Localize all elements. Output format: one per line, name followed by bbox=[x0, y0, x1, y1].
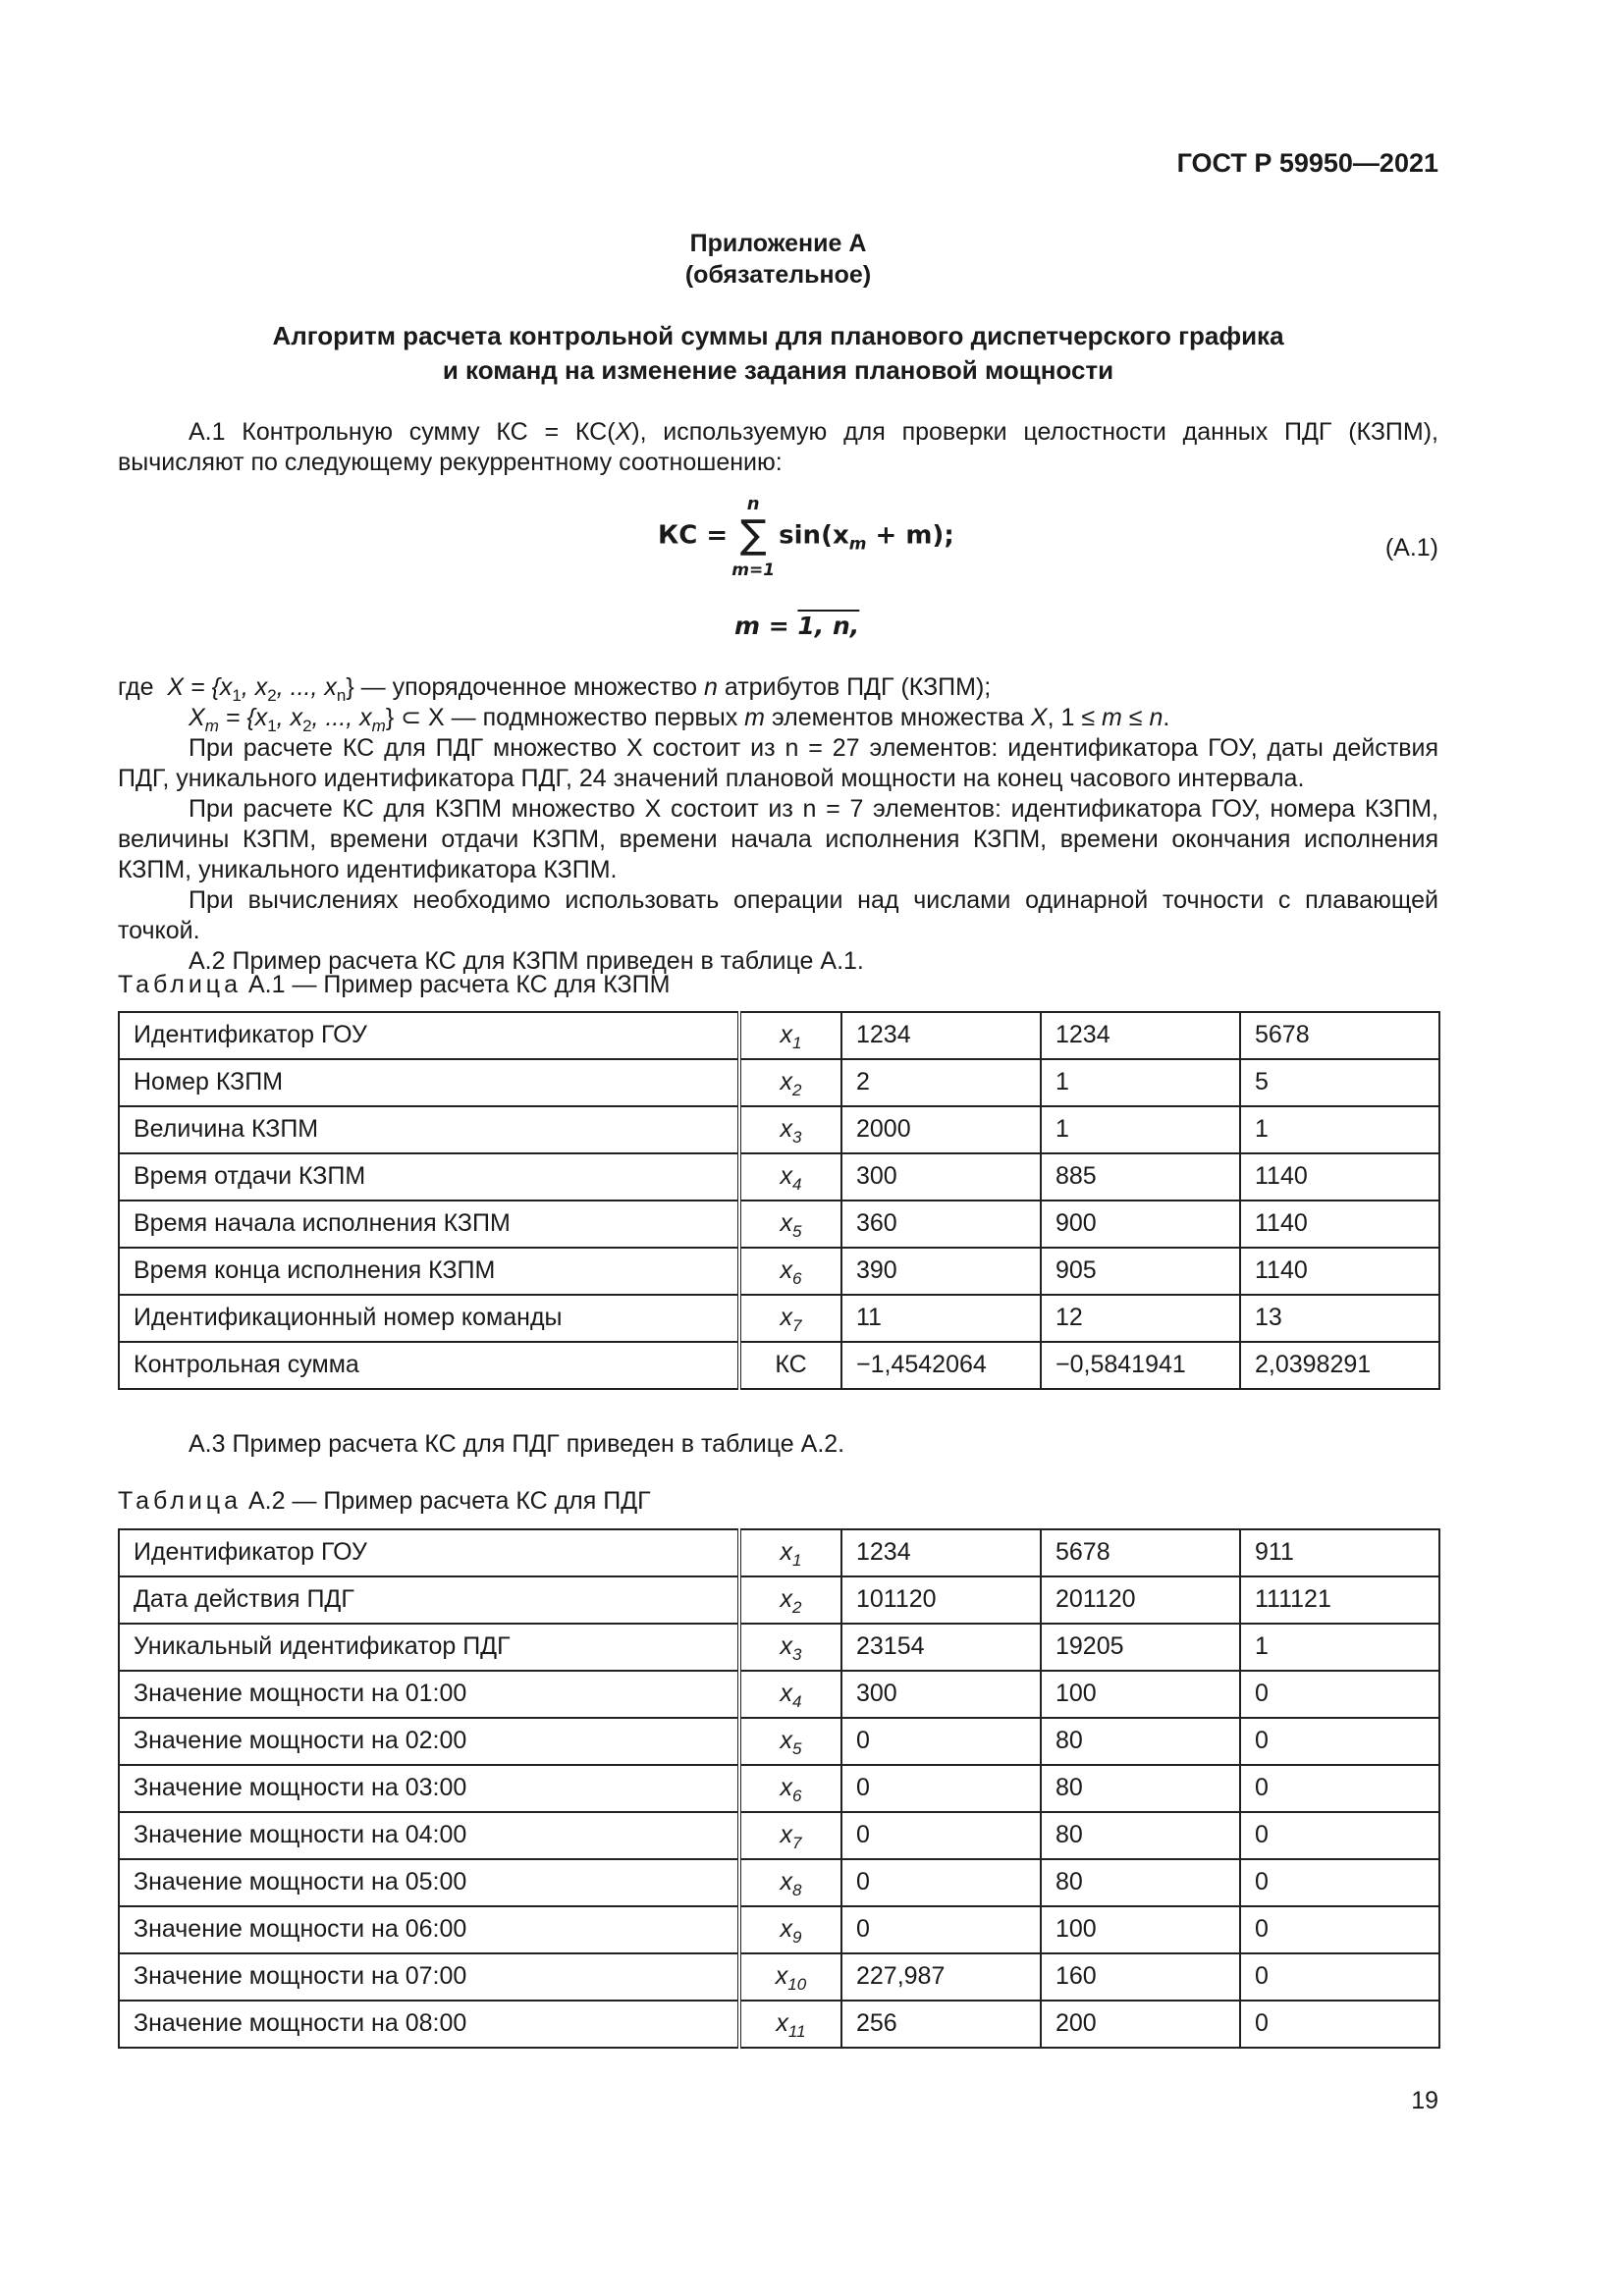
formula-number: (А.1) bbox=[1384, 534, 1438, 561]
value-cell: 1234 bbox=[841, 1529, 1041, 1576]
document-code: ГОСТ Р 59950—2021 bbox=[1176, 148, 1438, 178]
value-cell: 1 bbox=[1240, 1624, 1439, 1671]
row-variable: $x_5$ bbox=[739, 1201, 841, 1248]
value-cell: 201120 bbox=[1041, 1576, 1240, 1624]
value-cell: 1140 bbox=[1240, 1201, 1439, 1248]
value-cell: 5678 bbox=[1041, 1529, 1240, 1576]
table-row bbox=[119, 1859, 1439, 1906]
value-cell: 1234 bbox=[1041, 1012, 1240, 1059]
row-variable: $x_6$ bbox=[739, 1765, 841, 1812]
row-label: Идентификатор ГОУ bbox=[119, 1529, 739, 1576]
paragraph-pdg-set: При расчете КС для ПДГ множество X состоит из n = 27 элементов: идентификатора ГОУ, даты действия ПДГ, уникального идентификатора ПДГ, 24 значений плановой мощности на конец часового интервала. bbox=[118, 734, 1438, 792]
row-variable: $x_7$ bbox=[739, 1812, 841, 1859]
row-variable: $x_8$ bbox=[739, 1859, 841, 1906]
value-cell: 160 bbox=[1041, 1953, 1240, 2001]
value-cell: 0 bbox=[1240, 2001, 1439, 2048]
table-pdg-example bbox=[118, 1528, 1440, 2049]
row-variable: $x_6$ bbox=[739, 1248, 841, 1295]
row-variable: $x_{11}$ bbox=[739, 2001, 841, 2048]
row-variable: $x_1$ bbox=[739, 1012, 841, 1059]
value-cell: 12 bbox=[1041, 1295, 1240, 1342]
value-cell: 0 bbox=[1240, 1953, 1439, 2001]
value-cell: 0 bbox=[1240, 1906, 1439, 1953]
value-cell: 900 bbox=[1041, 1201, 1240, 1248]
paragraph-a3-wrap bbox=[118, 1429, 1438, 1460]
value-cell: 80 bbox=[1041, 1859, 1240, 1906]
row-variable: $x_2$ bbox=[739, 1576, 841, 1624]
table-row bbox=[119, 1718, 1439, 1765]
value-cell: 80 bbox=[1041, 1765, 1240, 1812]
formula-a1 bbox=[118, 496, 1438, 584]
value-cell: 2 bbox=[841, 1059, 1041, 1106]
value-cell: 905 bbox=[1041, 1248, 1240, 1295]
where-line-2: $X_m = \{x_1$, $x_2$, ..., $x_m$} ⊂ X — подмножество первых m элементов множества X, 1 ≤ m ≤ n. bbox=[189, 704, 1170, 735]
value-cell: 11 bbox=[841, 1295, 1041, 1342]
value-cell: 1 bbox=[1041, 1106, 1240, 1153]
value-cell: 5 bbox=[1240, 1059, 1439, 1106]
table-row bbox=[119, 1576, 1439, 1624]
row-variable: $x_5$ bbox=[739, 1718, 841, 1765]
table-row bbox=[119, 1106, 1439, 1153]
value-cell: 0 bbox=[841, 1812, 1041, 1859]
where-block bbox=[118, 672, 1438, 977]
table-1-caption: Таблица А.1 — Пример расчета КС для КЗПМ bbox=[118, 971, 671, 998]
appendix-heading bbox=[118, 228, 1438, 291]
value-cell: 23154 bbox=[841, 1624, 1041, 1671]
main-title-line-1: Алгоритм расчета контрольной суммы для планового диспетчерского графика bbox=[272, 321, 1284, 350]
value-cell: 256 bbox=[841, 2001, 1041, 2048]
row-label: Время конца исполнения КЗПМ bbox=[119, 1248, 739, 1295]
row-label: Контрольная сумма bbox=[119, 1342, 739, 1389]
value-cell: 1140 bbox=[1240, 1248, 1439, 1295]
row-label: Значение мощности на 04:00 bbox=[119, 1812, 739, 1859]
value-cell: 360 bbox=[841, 1201, 1041, 1248]
row-variable: $x_9$ bbox=[739, 1906, 841, 1953]
table-row bbox=[119, 1059, 1439, 1106]
row-label: Время начала исполнения КЗПМ bbox=[119, 1201, 739, 1248]
value-cell: 101120 bbox=[841, 1576, 1041, 1624]
row-label: Идентификационный номер команды bbox=[119, 1295, 739, 1342]
row-label: Уникальный идентификатор ПДГ bbox=[119, 1624, 739, 1671]
table-row bbox=[119, 1201, 1439, 1248]
value-cell: 0 bbox=[841, 1718, 1041, 1765]
table-row bbox=[119, 1153, 1439, 1201]
appendix-title: Приложение А bbox=[689, 230, 867, 257]
value-cell: 80 bbox=[1041, 1718, 1240, 1765]
table-row bbox=[119, 2001, 1439, 2048]
row-label: Значение мощности на 03:00 bbox=[119, 1765, 739, 1812]
table-row bbox=[119, 1906, 1439, 1953]
value-cell: 885 bbox=[1041, 1153, 1240, 1201]
appendix-status: (обязательное) bbox=[684, 261, 872, 289]
where-line-1: где $X = \{x_1$, $x_2$, ..., $x_n$} — упорядоченное множество n атрибутов ПДГ (КЗПМ); bbox=[118, 673, 992, 705]
value-cell: 1 bbox=[1240, 1106, 1439, 1153]
row-label: Значение мощности на 01:00 bbox=[119, 1671, 739, 1718]
row-label: Значение мощности на 05:00 bbox=[119, 1859, 739, 1906]
paragraph-a3: А.3 Пример расчета КС для ПДГ приведен в таблице А.2. bbox=[189, 1430, 845, 1458]
row-label: Значение мощности на 06:00 bbox=[119, 1906, 739, 1953]
value-cell: 0 bbox=[1240, 1718, 1439, 1765]
main-title-line-2: и команд на изменение задания плановой мощности bbox=[442, 355, 1114, 385]
table-row bbox=[119, 1529, 1439, 1576]
formula-expression: КС = n ∑ m=1 $\sin(x_m + m)$; bbox=[658, 494, 954, 581]
value-cell: 0 bbox=[1240, 1859, 1439, 1906]
table-2-caption: Таблица А.2 — Пример расчета КС для ПДГ bbox=[118, 1487, 651, 1515]
table-row bbox=[119, 1342, 1439, 1389]
row-variable: $x_1$ bbox=[739, 1529, 841, 1576]
row-label: Значение мощности на 02:00 bbox=[119, 1718, 739, 1765]
row-variable: $x_2$ bbox=[739, 1059, 841, 1106]
row-label: Время отдачи КЗПМ bbox=[119, 1153, 739, 1201]
row-variable: $x_3$ bbox=[739, 1624, 841, 1671]
paragraph-a2: А.2 Пример расчета КС для КЗПМ приведен в таблице А.1. bbox=[189, 947, 864, 975]
value-cell: 0 bbox=[1240, 1671, 1439, 1718]
main-title bbox=[118, 319, 1438, 388]
value-cell: 1140 bbox=[1240, 1153, 1439, 1201]
row-variable: $x_4$ bbox=[739, 1153, 841, 1201]
table-row bbox=[119, 1624, 1439, 1671]
paragraph-kzpm-set: При расчете КС для КЗПМ множество X состоит из n = 7 элементов: идентификатора ГОУ, номера КЗПМ, величины КЗПМ, времени отдачи КЗПМ, времени начала исполнения КЗПМ, времени окончания исполнения КЗПМ, уникального идентификатора КЗПМ. bbox=[118, 795, 1438, 883]
value-cell: 300 bbox=[841, 1671, 1041, 1718]
row-variable: КС bbox=[739, 1342, 841, 1389]
row-label: Дата действия ПДГ bbox=[119, 1576, 739, 1624]
sum-symbol: n ∑ m=1 bbox=[731, 494, 776, 581]
value-cell: 0 bbox=[1240, 1812, 1439, 1859]
page-number: 19 bbox=[1411, 2087, 1438, 2114]
value-cell: 1 bbox=[1041, 1059, 1240, 1106]
value-cell: 2,0398291 bbox=[1240, 1342, 1439, 1389]
value-cell: 227,987 bbox=[841, 1953, 1041, 2001]
row-label: Значение мощности на 07:00 bbox=[119, 1953, 739, 2001]
value-cell: −1,4542064 bbox=[841, 1342, 1041, 1389]
table-row bbox=[119, 1953, 1439, 2001]
row-label: Номер КЗПМ bbox=[119, 1059, 739, 1106]
row-label: Значение мощности на 08:00 bbox=[119, 2001, 739, 2048]
row-variable: $x_3$ bbox=[739, 1106, 841, 1153]
row-variable: $x_{10}$ bbox=[739, 1953, 841, 2001]
table-row bbox=[119, 1248, 1439, 1295]
value-cell: 1234 bbox=[841, 1012, 1041, 1059]
value-cell: 100 bbox=[1041, 1671, 1240, 1718]
table-row bbox=[119, 1765, 1439, 1812]
value-cell: 100 bbox=[1041, 1906, 1240, 1953]
table-row bbox=[119, 1012, 1439, 1059]
value-cell: 0 bbox=[841, 1859, 1041, 1906]
table-row bbox=[119, 1812, 1439, 1859]
value-cell: 0 bbox=[841, 1906, 1041, 1953]
document-page bbox=[118, 0, 1438, 2296]
value-cell: 19205 bbox=[1041, 1624, 1240, 1671]
value-cell: 200 bbox=[1041, 2001, 1240, 2048]
paragraph-float: При вычислениях необходимо использовать операции над числами одинарной точности с плавающей точкой. bbox=[118, 886, 1438, 944]
value-cell: 13 bbox=[1240, 1295, 1439, 1342]
value-cell: 300 bbox=[841, 1153, 1041, 1201]
formula-range: m = 1, n, bbox=[734, 612, 860, 640]
row-label: Идентификатор ГОУ bbox=[119, 1012, 739, 1059]
value-cell: 111121 bbox=[1240, 1576, 1439, 1624]
value-cell: −0,5841941 bbox=[1041, 1342, 1240, 1389]
value-cell: 911 bbox=[1240, 1529, 1439, 1576]
row-label: Величина КЗПМ bbox=[119, 1106, 739, 1153]
paragraph-a1: А.1 Контрольную сумму КС = КС(X), используемую для проверки целостности данных ПДГ (КЗПМ), вычисляют по следующему рекуррентному соотношению: bbox=[118, 418, 1438, 476]
value-cell: 5678 bbox=[1240, 1012, 1439, 1059]
row-variable: $x_7$ bbox=[739, 1295, 841, 1342]
value-cell: 0 bbox=[1240, 1765, 1439, 1812]
table-row bbox=[119, 1671, 1439, 1718]
row-variable: $x_4$ bbox=[739, 1671, 841, 1718]
value-cell: 390 bbox=[841, 1248, 1041, 1295]
value-cell: 0 bbox=[841, 1765, 1041, 1812]
value-cell: 2000 bbox=[841, 1106, 1041, 1153]
table-row bbox=[119, 1295, 1439, 1342]
table-kzpm-example bbox=[118, 1011, 1440, 1390]
value-cell: 80 bbox=[1041, 1812, 1240, 1859]
